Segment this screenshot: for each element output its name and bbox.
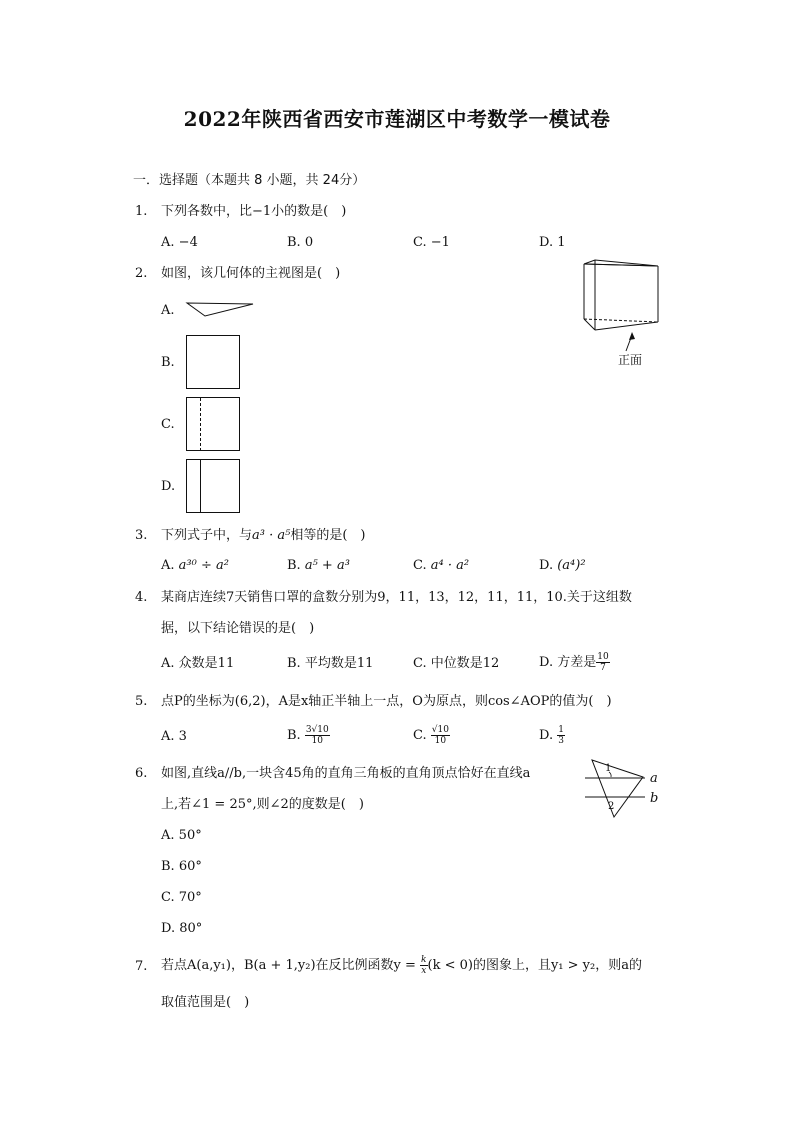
option-c: C. a⁴ · a² [413, 558, 470, 573]
question-stem: 下列式子中，与a³ · a⁵相等的是( ) [161, 528, 366, 543]
question-number: 4. [135, 590, 148, 605]
option-d: D. (a⁴)² [539, 558, 586, 573]
option-b: B. 0 [287, 235, 314, 250]
fraction: $\frac{3√10}{10}$ [305, 725, 329, 746]
question-stem-line2: 上,若∠1 = 25°,则∠2的度数是( ) [161, 797, 364, 812]
option-a: A. 众数是11 [161, 656, 235, 671]
option-a: A. −4 [161, 235, 198, 250]
option-a-figure [186, 301, 256, 319]
option-c: C. $\frac{√10}{10}$ [413, 725, 449, 746]
parallel-lines-figure [583, 758, 665, 820]
option-c: C. −1 [413, 235, 450, 250]
question-number: 5. [135, 694, 148, 709]
option-c: C. 中位数是12 [413, 656, 500, 671]
option-b-figure [186, 335, 242, 391]
option-c-figure [186, 397, 242, 453]
question-number: 3. [135, 528, 148, 543]
option-a: A. 50° [161, 828, 202, 843]
line-a-label: a [650, 771, 658, 786]
question-number: 6. [135, 766, 148, 781]
option-a: A. a³⁰ ÷ a² [161, 558, 229, 573]
question-stem-line2: 取值范围是( ) [161, 995, 250, 1010]
option-d: D. $\frac{1}{3}$ [539, 725, 564, 746]
page-title: 2022年陕西省西安市莲湖区中考数学一模试卷 [183, 107, 611, 131]
option-b: B. $\frac{3√10}{10}$ [287, 725, 329, 746]
question-stem-line1: 若点A(a,y₁)，B(a + 1,y₂)在反比例函数y = $\frac{k}{x}$ (k < 0)的图象上，且y₁ > y₂，则a的 [161, 955, 642, 976]
figure-label: 正面 [618, 353, 643, 367]
question-stem: 点P的坐标为(6,2)，A是x轴正半轴上一点，O为原点，则cos∠AOP的值为( ) [161, 694, 612, 709]
fraction: $\frac{1}{3}$ [558, 725, 564, 746]
question-stem-line1: 如图,直线a//b,一块含45角的直角三角板的直角顶点恰好在直线a [161, 766, 531, 781]
fraction: $\frac{k}{x}$ [421, 955, 427, 976]
option-b: B. 平均数是11 [287, 656, 374, 671]
option-d: D. [161, 479, 176, 494]
question-number: 1. [135, 204, 148, 219]
option-d-figure [186, 459, 242, 515]
option-b: B. 60° [161, 859, 202, 874]
option-a: A. 3 [161, 729, 187, 744]
option-c: C. [161, 417, 175, 432]
option-c: C. 70° [161, 890, 202, 905]
question-stem: 如图，该几何体的主视图是( ) [161, 266, 341, 281]
angle-2-label: 2 [608, 801, 615, 812]
question-stem: 下列各数中，比−1小的数是( ) [161, 204, 347, 219]
question-stem-line1: 某商店连续7天销售口罩的盒数分别为9，11，13，12，11，11，10.关于这组数 [161, 590, 632, 605]
option-b: B. a⁵ + a³ [287, 558, 350, 573]
angle-1-label: 1 [605, 763, 612, 774]
fraction: $\frac{√10}{10}$ [431, 725, 449, 746]
option-a: A. [161, 303, 175, 318]
option-d: D. 80° [161, 921, 203, 936]
option-b: B. [161, 355, 175, 370]
section-heading: 一．选择题（本题共 8 小题，共 24分） [133, 173, 366, 188]
question-number: 2. [135, 266, 148, 281]
option-d: D. 1 [539, 235, 566, 250]
line-b-label: b [650, 791, 659, 806]
question-number: 7. [135, 959, 148, 974]
option-d: D. 方差是 $\frac{10}{7}$ [539, 652, 609, 673]
question-stem-line2: 据，以下结论错误的是( ) [161, 621, 315, 636]
fraction: $\frac{10}{7}$ [597, 652, 609, 673]
